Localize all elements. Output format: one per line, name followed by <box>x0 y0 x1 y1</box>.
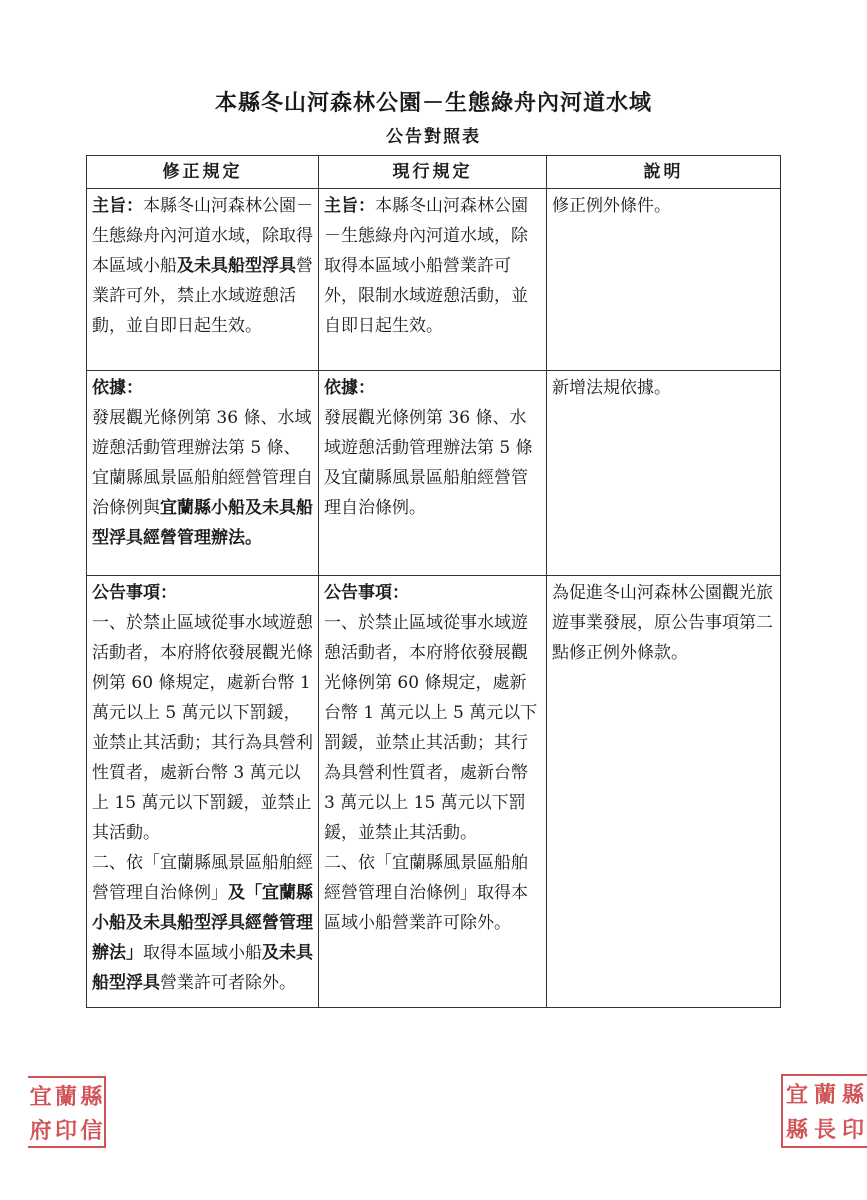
revised-basis-text <box>92 408 313 548</box>
seal-char: 信 <box>80 1117 103 1144</box>
text-run: 取得本區域小船 <box>143 943 262 963</box>
current-subject-cell <box>319 189 547 371</box>
note-basis: 新增法規依據。 <box>546 371 780 576</box>
revised-subject-cell <box>87 189 319 371</box>
table-header-row <box>87 156 781 189</box>
table-row-announcement <box>87 576 781 1008</box>
seal-char: 縣 <box>841 1082 864 1108</box>
text-run: 二、依「宜蘭縣風景區船舶經營管理自治條例」 <box>92 853 313 903</box>
header-revised: 修正規定 <box>87 156 319 189</box>
revised-subject-text <box>92 196 313 336</box>
revised-basis-head: 依據： <box>92 378 143 398</box>
current-announcement-cell <box>319 576 547 1008</box>
official-seal-right <box>781 1074 867 1148</box>
document-subtitle: 公告對照表 <box>386 127 481 147</box>
revised-announcement-item-1: 一、於禁止區域從事水域遊憩活動者，本府將依發展觀光條例第 60 條規定，處新台幣 1 萬元以上 5 萬元以下罰鍰，並禁止其活動；其行為具營利性質者，處新台幣 3 萬元以上 15 萬元以下罰鍰，並禁止其活動。 <box>92 613 313 843</box>
text-run: 發展觀光條例第 36 條、水域遊憩活動管理辦法第 5 條、宜蘭縣風景區船舶經營管理自治條例與 <box>92 408 313 518</box>
text-run: 本縣冬山河森林公園－生態綠舟內河道水域，除取得本區域小船 <box>92 196 313 276</box>
text-run: 營業許可外，禁止水域遊憩活動，並自即日起生效。 <box>92 256 313 336</box>
revised-announcement-head: 公告事項： <box>92 583 177 603</box>
header-current: 現行規定 <box>319 156 547 189</box>
header-note: 說明 <box>546 156 780 189</box>
document-title: 本縣冬山河森林公園－生態綠舟內河道水域 <box>214 90 652 116</box>
text-run: 宜蘭縣小船及未具船型浮具經營管理辦法。 <box>92 498 313 548</box>
current-basis-head: 依據： <box>324 378 375 398</box>
current-subject-body: 本縣冬山河森林公園－生態綠舟內河道水域，除取得本區域小船營業許可外，限制水域遊憩活動，並自即日起生效。 <box>324 196 528 336</box>
revised-basis-cell <box>87 371 319 576</box>
seal-char: 蘭 <box>813 1082 836 1108</box>
comparison-table <box>86 155 781 1008</box>
text-run: 及「宜蘭縣小船及未具船型浮具經營管理辦法」 <box>92 883 313 963</box>
seal-char: 府 <box>29 1117 52 1144</box>
current-basis-cell <box>319 371 547 576</box>
table-row-basis <box>87 371 781 576</box>
revised-announcement-cell <box>87 576 319 1008</box>
seal-char: 縣 <box>80 1083 103 1110</box>
text-run: 及未具船型浮具 <box>92 943 313 993</box>
seal-char: 長 <box>813 1117 836 1143</box>
official-seal-left <box>28 1076 106 1148</box>
current-announcement-item-1: 一、於禁止區域從事水域遊憩活動者，本府將依發展觀光條例第 60 條規定，處新台幣 1 萬元以上 5 萬元以下罰鍰，並禁止其活動；其行為具營利性質者，處新台幣 3 萬元以上 15 萬元以下罰鍰，並禁止其活動。 <box>324 613 538 843</box>
note-announcement: 為促進冬山河森林公園觀光旅遊事業發展，原公告事項第二點修正例外條款。 <box>546 576 780 1008</box>
seal-char: 宜 <box>785 1082 808 1108</box>
seal-char: 印 <box>841 1117 864 1143</box>
table-row-subject <box>87 189 781 371</box>
text-run: 主旨： <box>92 196 143 216</box>
current-announcement-item-2: 二、依「宜蘭縣風景區船舶經營管理自治條例」取得本區域小船營業許可除外。 <box>324 853 528 933</box>
seal-char: 宜 <box>29 1083 52 1110</box>
current-subject-head: 主旨： <box>324 196 375 216</box>
current-announcement-head: 公告事項： <box>324 583 409 603</box>
seal-char: 縣 <box>785 1117 808 1143</box>
current-basis-body: 發展觀光條例第 36 條、水域遊憩活動管理辦法第 5 條及宜蘭縣風景區船舶經營管理自治條例。 <box>324 408 533 518</box>
note-subject: 修正例外條件。 <box>546 189 780 371</box>
revised-announcement-item-2 <box>92 848 314 998</box>
text-run: 及未具船型浮具 <box>177 256 296 276</box>
text-run: 營業許可者除外。 <box>160 973 296 993</box>
seal-char: 蘭 <box>54 1083 77 1110</box>
seal-char: 印 <box>54 1117 77 1144</box>
